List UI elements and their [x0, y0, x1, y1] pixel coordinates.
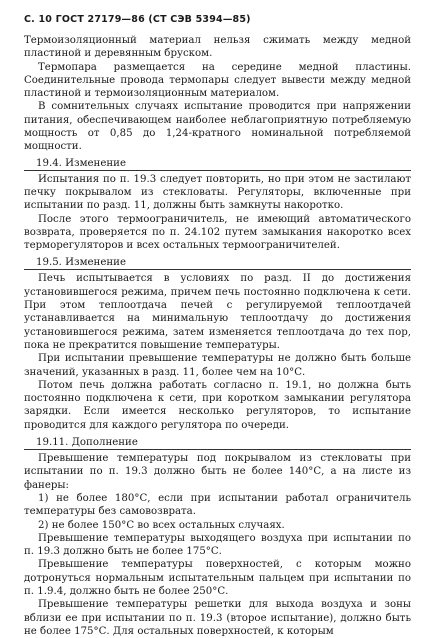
paragraph: Печь испытывается в условиях по разд. II до достижения установившегося режима, причем печь постоянно подключена к сети. При этом теплоотдача печей с регулируемой теплоотдачей устанавливается на минимальную теплоотдачу до достижения установившегося режима, затем изменяется теплоотдача до тех пор, пока не прекратится повышение температуры. [24, 273, 411, 351]
paragraph: В сомнительных случаях испытание проводится при напряжении питания, обеспечивающем наиболее неблагоприятную потребляемую мощность от 0,85 до 1,24-кратного номинальной потребляемой мощности. [24, 101, 411, 153]
paragraph: Превышение температуры поверхностей, с которым можно дотронуться нормальным испытательным пальцем при испытании по п. 1.9.4, должно быть не более 250°С. [24, 559, 411, 597]
paragraph: Превышение температуры под покрывалом из стекловаты при испытании по п. 19.3 должно быть не более 140°С, а на листе из фанеры: [24, 453, 411, 491]
document-body [24, 34, 411, 638]
paragraph: После этого термоограничитель, не имеющий автоматического возврата, проверяется по п. 24.102 путем замыкания накоротко всех терморегуляторов и всех остальных термоограничителей. [24, 213, 411, 252]
paragraph: 1) не более 180°С, если при испытании работал ограничитель температуры без самовозврата. [24, 492, 411, 518]
section-heading: 19.5. Изменение [24, 256, 411, 270]
section-heading: 19.11. Дополнение [24, 436, 411, 450]
page-header: С. 10 ГОСТ 27179—86 (СТ СЭВ 5394—85) [24, 14, 251, 25]
paragraph: 2) не более 150°С во всех остальных случаях. [38, 519, 285, 531]
paragraph: При испытании превышение температуры не должно быть больше значений, указанных в разд. 11, более чем на 10°С. [24, 353, 411, 378]
paragraph: Термоизоляционный материал нельзя сжимать между медной пластиной и деревянным бруском. [24, 35, 411, 60]
paragraph: Термопара размещается на середине медной пластины. Соединительные провода термопары следует вывести между медной пластиной и термоизоляционным материалом. [24, 61, 411, 100]
paragraph: Превышение температуры решетки для выхода воздуха и зоны вблизи ее при испытании по п. 19.3 (второе испытание), должно быть не более 175°С. Для остальных поверхностей, к которым [24, 599, 411, 637]
paragraph: Испытания по п. 19.3 следует повторить, но при этом не застилают печку покрывалом из стекловаты. Регуляторы, включенные при испытании по разд. 11, должны быть замкнуты накоротко. [24, 173, 411, 212]
paragraph: Превышение температуры выходящего воздуха при испытании по п. 19.3 должно быть не более 175°С. [24, 532, 411, 558]
paragraph: Потом печь должна работать согласно п. 19.1, но должна быть постоянно подключена к сети, при коротком замыкании регулятора зарядки. Если имеется несколько регуляторов, то испытание проводится для каждого регулятора по очереди. [24, 379, 411, 431]
section-heading: 19.4. Изменение [24, 157, 411, 171]
